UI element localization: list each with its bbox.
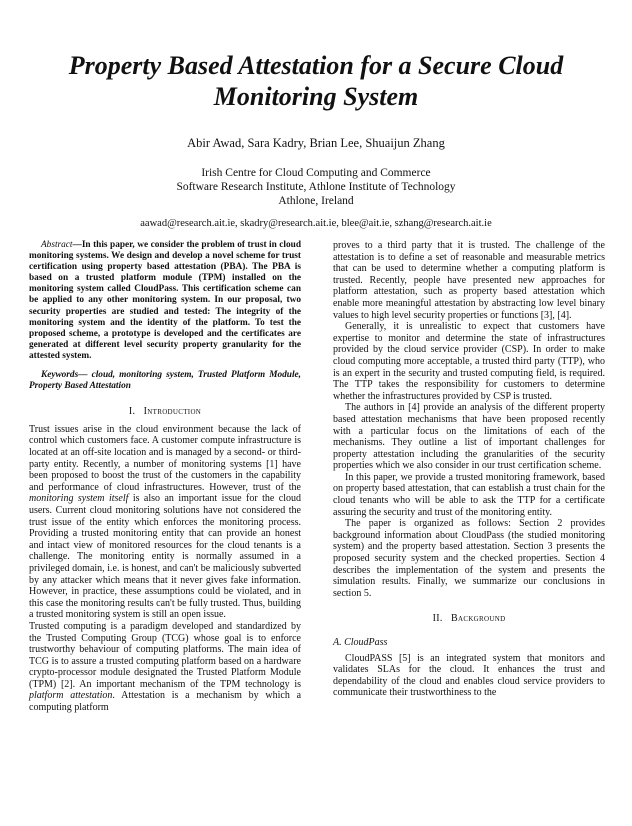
section-2-number: II. [432, 613, 443, 625]
intro-p2-part-a: Trusted computing is a paradigm developed and standardized by the Trusted Computing Group (TCG) whose goal is to enforce trustworthy behaviour of computing platforms. The main idea of TCG is to assure a trusted computing platform based on a hardware crypto-processor module designated the Trusted Platform Module (TPM) [2]. An important mechanism of the TPM technology is [29, 620, 301, 690]
section-1-heading [29, 406, 301, 418]
paper-title [40, 50, 592, 112]
affiliation-line-1: Irish Centre for Cloud Computing and Commerce [201, 167, 431, 179]
affiliation-line-3: Athlone, Ireland [278, 195, 354, 207]
intro-p1-emphasis: monitoring system itself [29, 493, 129, 505]
title-line-2: Monitoring System [213, 82, 419, 111]
author-emails: aawad@research.ait.ie, skadry@research.ait.ie, blee@ait.ie, szhang@research.ait.ie [140, 218, 492, 229]
authors: Abir Awad, Sara Kadry, Brian Lee, Shuaijun Zhang [187, 136, 445, 150]
intro-paragraph-6: In this paper, we provide a trusted monitoring framework, based on property based attestation, that can establish a trust chain for the cloud tenants who will be able to ask the TTP for a certificate assuring the security and trust of the monitoring entity. [333, 471, 605, 518]
intro-p1-part-a: Trust issues arise in the cloud environment because the lack of control which customers face. A customer compute infrastructure is located at an off-site location and is managed by a second- or third-party entity. Recently, a number of monitoring systems [1] have been proposed to boost the trust of the customers in the capability and performance of cloud infrastructures. However, trust of the [29, 423, 301, 493]
section-1-title: Introduction [143, 406, 202, 418]
abstract-text: —In this paper, we consider the problem of trust in cloud monitoring systems. We design and develop a novel scheme for trust certification using property based attestation (PBA). The PBA is based on a trusted platform module (TPM) installed on the monitoring system called CloudPass. This certification scheme can be applied to any other monitoring system. In our proposal, two security properties are studied and tested: The integrity of the monitoring system and the identity of the platform. To test the proposed scheme, a prototype is developed and the certificates are generated at different level security property granularity for the attested system. [29, 240, 301, 361]
intro-p2-part-b: . Attestation is a mechanism by which a computing platform [29, 690, 302, 714]
title-line-1: Property Based Attestation for a Secure Cloud [68, 51, 564, 80]
abstract-label: Abstract [41, 240, 73, 250]
intro-p1-part-b: is also an important issue for the cloud users. Current cloud monitoring solutions have not considered the trust issue of the entity which enforces the monitoring process. Providing a trusted monitoring entity that can provide an honest and intact view of monitored resources for the cloud tenants is a challenge. The monitoring entity is normally assumed in a privileged domain, i.e. is honest, and can't be maliciously subverted by any attacker which means that it never gives fake information. However, in practice, these assumptions could be violated, and in this case the monitoring results can't be fully trusted. Thus, building a trusted monitoring system is still an open issue. [29, 493, 301, 621]
subsection-cloudpass-heading: A. CloudPass [333, 637, 388, 648]
right-column [333, 240, 605, 699]
section-1-number: I. [128, 406, 136, 418]
intro-paragraph-2 [29, 621, 301, 714]
left-column [29, 240, 301, 714]
intro-paragraph-3: proves to a third party that it is trusted. The challenge of the attestation is to define a set of reasonable and measurable metrics that can be used to determine whether a computing platform is trusted. Recently, people have presented new approaches for platform attestation, such as property based attestation which enable more meaningful attestation by abstracting low level binary values to high level security properties or functions [3], [4]. [333, 240, 605, 321]
intro-paragraph-5: The authors in [4] provide an analysis of the different property based attestation mechanisms that have been proposed recently with a particular focus on the limitations of each of the mechanisms. They outline a list of important challenges for property attestation including the granularities of the security properties which we also consider in our trust certification scheme. [333, 402, 605, 472]
intro-paragraph-1 [29, 424, 301, 621]
intro-paragraph-4: Generally, it is unrealistic to expect that customers have expertise to monitor and determine the state of infrastructures provided by the cloud service provider (CSP). In order to make cloud computing more acceptable, a trusted third party (TTP), who is an expert in the security and trusted computing field, is required. The TTP takes the responsibility for customers to determine whether the infrastructures provided by CSP is trusted. [333, 321, 605, 402]
affiliation-line-2: Software Research Institute, Athlone Institute of Technology [176, 181, 456, 193]
affiliation [40, 166, 592, 208]
keywords-text: — cloud, monitoring system, Trusted Platform Module, Property Based Attestation [29, 370, 301, 392]
abstract [29, 240, 301, 362]
section-2-title: Background [451, 613, 506, 625]
background-paragraph-1: CloudPASS [5] is an integrated system that monitors and validates SLAs for the cloud. It enhances the trust and dependability of the cloud and enables cloud service providers to communicate their trustworthiness to the [333, 652, 605, 699]
intro-paragraph-7: The paper is organized as follows: Section 2 provides background information about CloudPass (the studied monitoring system) and the property based attestation. Section 3 presents the proposed security system and the checked properties. Section 4 describes the implementation of the system and presents the simulation results. Finally, we summarize our conclusions in section 5. [333, 518, 605, 599]
keywords [29, 370, 301, 392]
section-2-heading [333, 613, 605, 625]
intro-p2-emphasis: platform attestation [29, 690, 113, 702]
keywords-label: Keywords [41, 370, 79, 381]
